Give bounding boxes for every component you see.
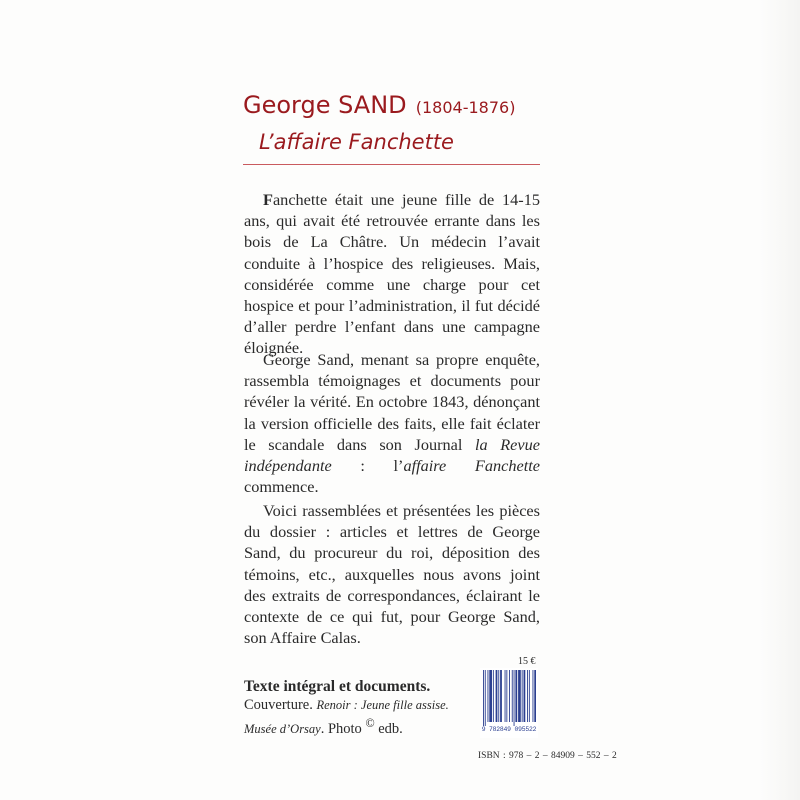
barcode-bar xyxy=(533,670,534,722)
journal-name: la Revue indépendante xyxy=(244,434,540,476)
barcode-bar xyxy=(505,670,506,722)
author-heading xyxy=(243,91,515,119)
museum-name: Musée d’Orsay xyxy=(244,721,321,736)
cover-credit-line-2 xyxy=(244,716,403,738)
barcode-digits: 9 782849 095522 xyxy=(481,726,537,733)
paragraph-2-text: George Sand, menant sa propre enquête, rassembla témoignages et documents pour révéler la vérité. En octobre 1843, dénonçant la version officielle des faits, elle fait éclater le scandale dans son Journal xyxy=(244,350,540,454)
barcode-bar xyxy=(500,670,502,722)
book-title: L’affaire Fanchette xyxy=(259,130,454,154)
barcode-bar xyxy=(488,670,489,722)
summary-paragraph-3 xyxy=(244,500,540,648)
barcode-bar xyxy=(496,670,498,722)
photo-label: . Photo xyxy=(320,720,366,737)
barcode xyxy=(480,668,538,738)
barcode-bar xyxy=(518,670,521,722)
barcode-icon xyxy=(482,670,536,726)
barcode-bar xyxy=(524,670,526,722)
barcode-bar xyxy=(512,670,513,722)
barcode-bar xyxy=(506,670,507,722)
paragraph-initial: F xyxy=(263,190,273,209)
cover-edge-shading xyxy=(760,0,800,800)
author-dates: (1804-1876) xyxy=(415,98,516,117)
barcode-bar xyxy=(493,670,494,722)
barcode-bar xyxy=(485,670,486,726)
cover-label: Couverture. xyxy=(244,697,317,713)
barcode-bar xyxy=(527,670,528,722)
price-label: 15 € xyxy=(518,656,536,667)
paragraph-2-separator: : l’ xyxy=(331,456,404,476)
summary-paragraph-1 xyxy=(244,189,540,359)
author-name: George SAND xyxy=(243,91,407,119)
summary-paragraph-2 xyxy=(244,349,540,497)
publisher-name: edb. xyxy=(374,720,403,737)
barcode-bar xyxy=(522,670,523,722)
barcode-bar xyxy=(509,670,510,722)
affaire-name: affaire Fanchette xyxy=(403,456,540,476)
paragraph-1-text: anchette était une jeune fille de 14-15 ans, qui avait été retrouvée errante dans les bois de La Châtre. Un médecin l’avait conduite à l’hospice des religieuses. Mais, considérée comme une charge pour cet hospice et pour l’administration, il fut décidé d’aller perdre l’enfant dans une campagne éloignée. xyxy=(244,190,540,358)
cover-credit-line-1 xyxy=(244,697,449,714)
cover-painting: Renoir : Jeune fille assise. xyxy=(316,698,449,712)
barcode-bar xyxy=(489,670,492,722)
barcode-bar xyxy=(514,670,515,726)
barcode-bar xyxy=(529,670,530,722)
title-divider xyxy=(243,164,540,165)
isbn-number: ISBN : 978 – 2 – 84909 – 552 – 2 xyxy=(478,751,617,761)
edition-note: Texte intégral et documents. xyxy=(244,678,431,695)
barcode-bar xyxy=(534,670,536,722)
barcode-bar xyxy=(498,670,499,722)
paragraph-3-text: Voici rassemblées et présentées les pièces du dossier : articles et lettres de George Sand, du procureur du roi, déposition des témoins, etc., auxquelles nous avons joint des extraits de correspondances, éclairant le contexte de ce qui fut, pour George Sand, son Affaire Calas. xyxy=(244,501,540,648)
barcode-bar xyxy=(515,670,517,722)
copyright-icon: © xyxy=(365,716,375,730)
paragraph-2-end: commence. xyxy=(244,477,319,497)
barcode-bar xyxy=(483,670,484,726)
